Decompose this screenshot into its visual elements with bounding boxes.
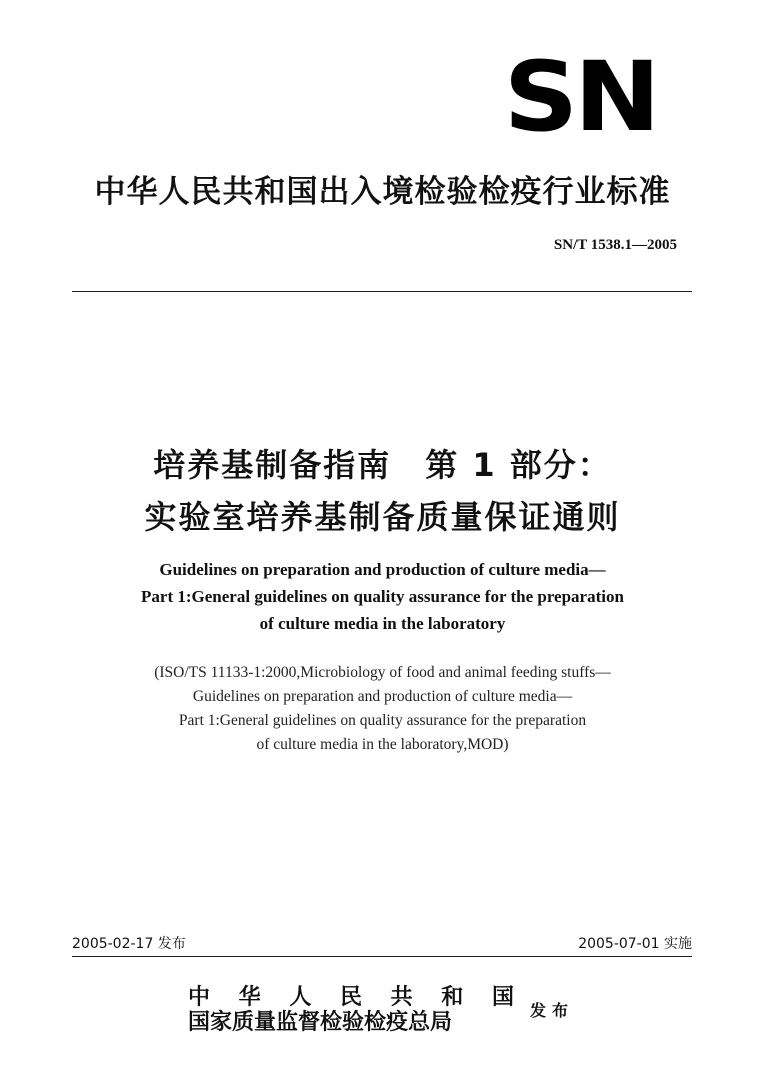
chinese-title-line-1: 培养基制备指南 第 1 部分：: [153, 446, 612, 484]
issuer-char: 人: [289, 984, 312, 1010]
english-title-line-3: of culture media in the laboratory: [259, 614, 506, 633]
issuer-char: 共: [390, 984, 413, 1010]
issuer-char: 国: [491, 984, 514, 1010]
publish-date: 2005-02-17 发布: [72, 936, 186, 952]
english-title-line-2: Part 1:General guidelines on quality assurance for the preparation: [141, 587, 624, 606]
bottom-divider: [72, 956, 692, 957]
reference-line-2: Guidelines on preparation and production of culture media—: [192, 688, 573, 705]
reference-line-1: (ISO/TS 11133-1:2000,Microbiology of food and animal feeding stuffs—: [154, 664, 611, 681]
english-title: [0, 556, 765, 637]
issue-label: 发布: [530, 1001, 575, 1020]
issuer-agency: 国家质量监督检验检疫总局: [188, 1009, 453, 1035]
implement-date: 2005-07-01 实施: [578, 936, 692, 952]
top-divider: [72, 291, 692, 292]
reference-line-4: of culture media in the laboratory,MOD): [256, 736, 509, 753]
sn-logo: SN: [503, 41, 657, 153]
chinese-title-line-2: 实验室培养基制备质量保证通则: [144, 498, 621, 536]
issuer-char: 民: [339, 984, 362, 1010]
issuing-authority: [188, 985, 514, 1035]
reference-standard: [0, 661, 765, 757]
issuer-char: 华: [238, 984, 261, 1010]
issuer-country: [188, 985, 514, 1009]
reference-line-3: Part 1:General guidelines on quality assurance for the preparation: [178, 712, 587, 729]
issuer-char: 中: [188, 984, 211, 1010]
issuer-char: 和: [441, 984, 464, 1010]
english-title-line-1: Guidelines on preparation and production of culture media—: [159, 560, 606, 579]
standard-name: 中华人民共和国出入境检验检疫行业标准: [94, 174, 671, 210]
standard-code: SN/T 1538.1—2005: [553, 237, 677, 253]
